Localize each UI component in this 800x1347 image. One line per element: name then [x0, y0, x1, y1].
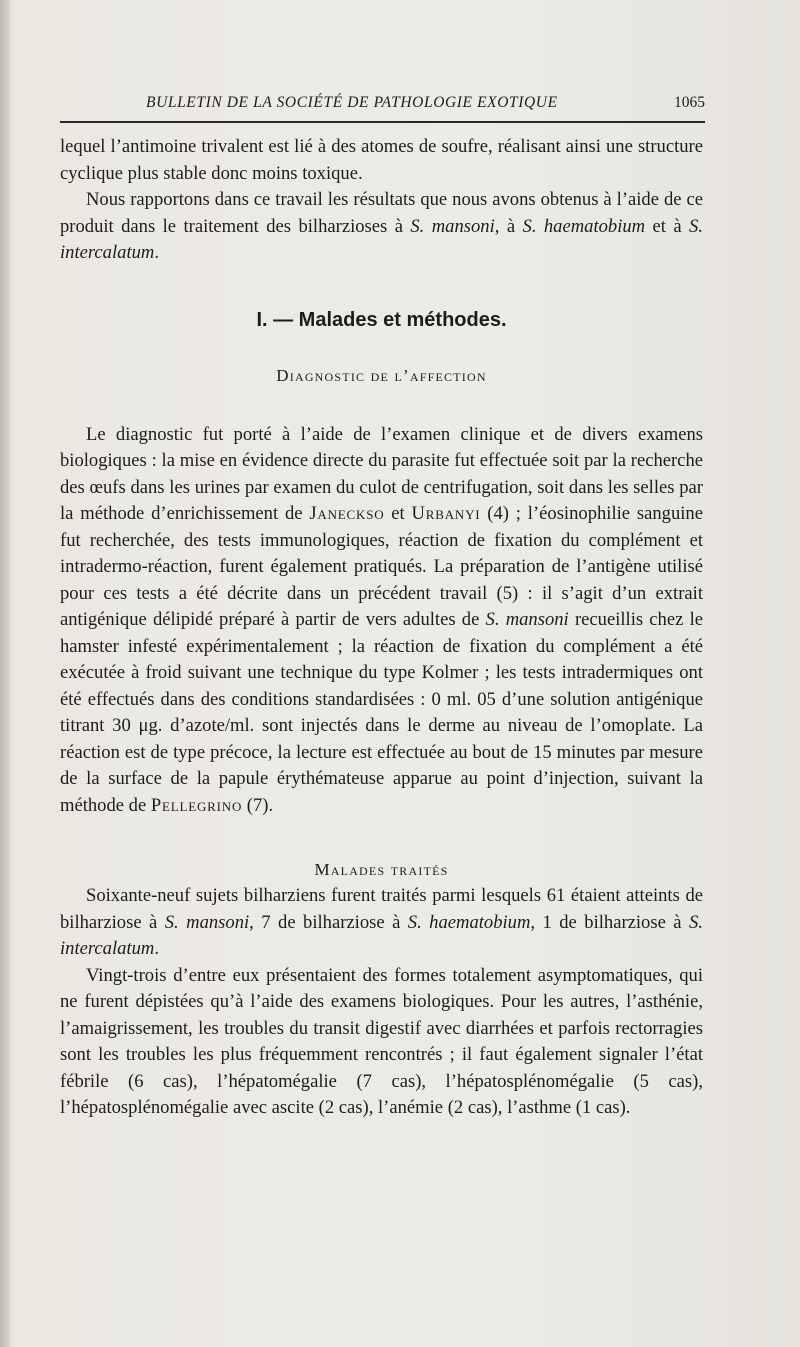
paragraph-symptoms: Vingt-trois d’entre eux présentaient des formes totalement asymptomatiques, qui ne furent dépistées qu’à l’aide des examens biologiques. Pour les autres, l’asthénie, l’amaigrissement, les troubles du transit digestif avec diarrhées et parfois rectorragies sont les troubles les plus fréquemment rencontrés ; il faut également signaler l’état fébrile (6 cas), l’hépatomégalie (7 cas), l’hépatosplénomégalie (5 cas), l’hépatosplénomégalie avec ascite (2 cas), l’anémie (2 cas), l’asthme (1 cas). — [60, 964, 703, 1118]
text-run: . — [154, 938, 159, 959]
species-name: S. intercalatum — [60, 215, 703, 263]
text-run: , 7 de bilharziose à — [249, 911, 408, 933]
paragraph-continuation: lequel l’antimoine trivalent est lié à des atomes de soufre, réalisant ainsi une structure cyclique plus stable donc moins toxique. — [60, 136, 703, 184]
text-run: Nous rapportons dans ce travail les résultats que nous avons obtenus à l’aide de ce produit dans le traitement des bilharzioses à — [60, 189, 703, 237]
paragraph-treated — [60, 883, 703, 963]
text-run: et — [384, 503, 412, 524]
author-name: Urbanyi — [411, 503, 481, 524]
species-name: S. mansoni — [485, 609, 569, 630]
section-heading: I. — Malades et méthodes. — [256, 308, 507, 331]
paragraph-intro — [60, 187, 703, 267]
text-run: et à — [645, 215, 690, 237]
text-run: , 1 de bilharziose à — [530, 911, 690, 933]
text-run: , à — [494, 215, 523, 237]
page-number: 1065 — [674, 94, 705, 111]
author-name: Janeckso — [309, 503, 385, 524]
species-name: S. haematobium — [522, 215, 646, 237]
text-run: recueillis chez le hamster infesté expérimentalement ; la réaction de fixation du complément a été exécutée à froid suivant une technique du type Kolmer ; les tests intradermiques ont été effectués dans des conditions standardisées : 0 ml. 05 d’une solution antigénique titrant 30 μg. d’azote/ml. sont injectés dans le derme au niveau de l’omoplate. La réaction est de type précoce, la lecture est effectuée au bout de 15 minutes par mesure de la surface de la papule érythémateuse apparue au point d’injection, suivant la méthode de — [60, 609, 703, 816]
text-run: (7). — [242, 794, 274, 816]
subsection-heading-diagnostic: Diagnostic de l’affection — [276, 365, 487, 385]
journal-title: BULLETIN DE LA SOCIÉTÉ DE PATHOLOGIE EXOTIQUE — [146, 94, 558, 111]
species-name: S. mansoni — [410, 215, 495, 237]
text-run: Le diagnostic fut porté à l’aide de l’examen clinique et de divers examens biologiques : la mise en évidence directe du parasite fut effectuée soit par la recherche des œufs dans les urines par examen du culot de centrifugation, soit dans les selles par la méthode d’enrichissement de — [60, 423, 703, 524]
paragraph-diagnostic — [60, 422, 703, 820]
text-run: Soixante-neuf sujets bilharziens furent traités parmi lesquels 61 étaient atteints de bilharziose à — [60, 885, 703, 933]
species-name: S. intercalatum — [60, 911, 703, 959]
text-run: (4) ; l’éosinophilie sanguine fut recherchée, des tests immunologiques, réaction de fixation du complément et intradermo-réaction, furent également pratiqués. La préparation de l’antigène utilisé pour ces tests a été décrite dans un précédent travail (5) : il s’agit d’un extrait antigénique délipidé préparé à partir de vers adultes de — [60, 503, 703, 630]
text-run: . — [154, 242, 159, 263]
header-rule — [60, 121, 705, 123]
species-name: S. haematobium — [407, 911, 531, 933]
species-name: S. mansoni — [164, 911, 250, 933]
author-name: Pellegrino — [150, 794, 243, 816]
subsection-heading-treated: Malades traités — [314, 860, 449, 879]
body-text — [60, 134, 703, 1122]
page-binding-edge — [0, 0, 10, 1347]
